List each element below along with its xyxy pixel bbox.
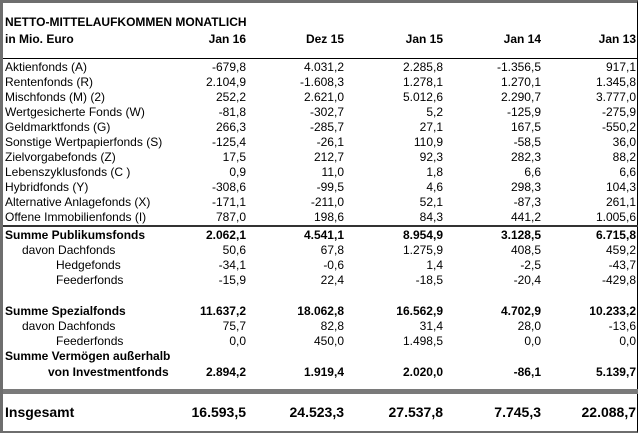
section-divider bbox=[3, 225, 638, 227]
table-row bbox=[4, 349, 634, 363]
table-row bbox=[4, 135, 634, 149]
row-label: Zielvorgabefonds (Z) bbox=[5, 150, 116, 164]
row-label: Geldmarktfonds (G) bbox=[5, 120, 111, 134]
col-header: Jan 16 bbox=[208, 32, 246, 46]
table-row bbox=[4, 228, 634, 242]
cell: 22.088,7 bbox=[581, 404, 636, 420]
cell: -18,5 bbox=[415, 273, 443, 287]
cell: 266,3 bbox=[215, 120, 246, 134]
cell: 18.062,8 bbox=[297, 304, 344, 318]
cell: -99,5 bbox=[316, 180, 344, 194]
cell: 1.919,4 bbox=[303, 365, 344, 379]
row-label: Summe Publikumsfonds bbox=[5, 228, 146, 242]
cell: -429,8 bbox=[601, 273, 636, 287]
cell: 2.020,0 bbox=[402, 365, 443, 379]
table-row bbox=[4, 334, 634, 348]
cell: 6.715,8 bbox=[595, 228, 636, 242]
cell: 3.777,0 bbox=[595, 90, 636, 104]
col-header: Jan 15 bbox=[405, 32, 443, 46]
cell: 4.031,2 bbox=[303, 60, 344, 74]
row-label: Wertgesicherte Fonds (W) bbox=[5, 105, 145, 119]
cell: -285,7 bbox=[309, 120, 344, 134]
cell: 1,4 bbox=[426, 258, 443, 272]
cell: 5,2 bbox=[426, 105, 443, 119]
table-row bbox=[4, 273, 634, 287]
row-label: Lebenszyklusfonds (C ) bbox=[5, 165, 131, 179]
cell: -550,2 bbox=[601, 120, 636, 134]
cell: 2.062,1 bbox=[205, 228, 246, 242]
cell: 282,3 bbox=[510, 150, 541, 164]
table-row bbox=[4, 60, 634, 74]
cell: -1.356,5 bbox=[496, 60, 541, 74]
cell: -125,9 bbox=[506, 105, 541, 119]
cell: 298,3 bbox=[510, 180, 541, 194]
table-row bbox=[4, 304, 634, 318]
cell: 6,6 bbox=[619, 165, 636, 179]
cell: 212,7 bbox=[313, 150, 344, 164]
cell: 50,6 bbox=[222, 243, 246, 257]
row-label: Feederfonds bbox=[56, 334, 124, 348]
cell: -15,9 bbox=[218, 273, 246, 287]
cell: 1.498,5 bbox=[402, 334, 443, 348]
table-row bbox=[4, 319, 634, 333]
col-header: Jan 13 bbox=[598, 32, 636, 46]
cell: -43,7 bbox=[608, 258, 636, 272]
row-label: von Investmentfonds bbox=[48, 365, 169, 379]
cell: 0,0 bbox=[524, 334, 541, 348]
cell: 11.637,2 bbox=[199, 304, 246, 318]
cell: 3.128,5 bbox=[500, 228, 541, 242]
cell: -211,0 bbox=[310, 195, 344, 209]
total-divider bbox=[3, 389, 638, 394]
cell: 0,9 bbox=[229, 165, 246, 179]
row-label: davon Dachfonds bbox=[22, 243, 116, 257]
cell: 1.275,9 bbox=[402, 243, 443, 257]
cell: 104,3 bbox=[605, 180, 636, 194]
table-row bbox=[4, 210, 634, 224]
cell: 4.702,9 bbox=[500, 304, 541, 318]
cell: -275,9 bbox=[601, 105, 636, 119]
cell: -86,1 bbox=[513, 365, 541, 379]
cell: 28,0 bbox=[517, 319, 541, 333]
cell: -0,6 bbox=[323, 258, 344, 272]
cell: -34,1 bbox=[218, 258, 246, 272]
cell: 67,8 bbox=[320, 243, 344, 257]
cell: 27,1 bbox=[419, 120, 443, 134]
row-label: Hybridfonds (Y) bbox=[5, 180, 89, 194]
unit-label: in Mio. Euro bbox=[5, 32, 74, 46]
table-row bbox=[4, 180, 634, 194]
cell: 5.139,7 bbox=[595, 365, 636, 379]
cell: 1.270,1 bbox=[500, 75, 541, 89]
cell: 7.745,3 bbox=[494, 404, 541, 420]
cell: 5.012,6 bbox=[402, 90, 443, 104]
row-label: Feederfonds bbox=[56, 273, 124, 287]
cell: 10.233,2 bbox=[589, 304, 636, 318]
cell: 4.541,1 bbox=[303, 228, 344, 242]
cell: 4,6 bbox=[426, 180, 443, 194]
cell: 82,8 bbox=[320, 319, 344, 333]
row-label: Hedgefonds bbox=[56, 258, 121, 272]
cell: 441,2 bbox=[510, 210, 541, 224]
cell: 1,8 bbox=[426, 165, 443, 179]
row-label: Mischfonds (M) (2) bbox=[5, 90, 106, 104]
cell: 8.954,9 bbox=[402, 228, 443, 242]
cell: 2.285,8 bbox=[402, 60, 443, 74]
cell: 2.621,0 bbox=[303, 90, 344, 104]
cell: 2.894,2 bbox=[205, 365, 246, 379]
cell: 27.537,8 bbox=[388, 404, 443, 420]
row-label: Aktienfonds (A) bbox=[5, 60, 88, 74]
row-label: Rentenfonds (R) bbox=[5, 75, 94, 89]
cell: 52,1 bbox=[419, 195, 443, 209]
cell: 2.104,9 bbox=[205, 75, 246, 89]
cell: 31,4 bbox=[419, 319, 443, 333]
cell: -308,6 bbox=[211, 180, 246, 194]
cell: 0,0 bbox=[619, 334, 636, 348]
cell: -171,1 bbox=[211, 195, 246, 209]
table-row bbox=[4, 75, 634, 89]
cell: 459,2 bbox=[605, 243, 636, 257]
row-label: Summe Spezialfonds bbox=[5, 304, 126, 318]
cell: 0,0 bbox=[229, 334, 246, 348]
cell: -81,8 bbox=[218, 105, 246, 119]
cell: 16.593,5 bbox=[191, 404, 246, 420]
row-label: Alternative Anlagefonds (X) bbox=[5, 195, 151, 209]
table-title: NETTO-MITTELAUFKOMMEN MONATLICH bbox=[5, 15, 247, 29]
cell: 917,1 bbox=[605, 60, 636, 74]
cell: -1.608,3 bbox=[299, 75, 344, 89]
cell: 16.562,9 bbox=[396, 304, 443, 318]
cell: 36,0 bbox=[612, 135, 636, 149]
table-row bbox=[4, 195, 634, 209]
row-label: Offene Immobilienfonds (I) bbox=[5, 210, 147, 224]
row-label: davon Dachfonds bbox=[22, 319, 116, 333]
table-row bbox=[4, 105, 634, 119]
cell: -2,5 bbox=[520, 258, 541, 272]
cell: 110,9 bbox=[413, 135, 443, 149]
table-row bbox=[4, 90, 634, 104]
table-row bbox=[4, 365, 634, 379]
cell: 1.345,8 bbox=[595, 75, 636, 89]
cell: 261,1 bbox=[605, 195, 636, 209]
cell: 22,4 bbox=[320, 273, 344, 287]
cell: 24.523,3 bbox=[289, 404, 344, 420]
cell: -58,5 bbox=[513, 135, 541, 149]
cell: -87,3 bbox=[513, 195, 541, 209]
row-label: Insgesamt bbox=[5, 404, 75, 420]
cell: -125,4 bbox=[211, 135, 246, 149]
col-header: Jan 14 bbox=[503, 32, 541, 46]
cell: 84,3 bbox=[419, 210, 443, 224]
row-label: Sonstige Wertpapierfonds (S) bbox=[5, 135, 163, 149]
cell: 17,5 bbox=[222, 150, 246, 164]
cell: -26,1 bbox=[316, 135, 344, 149]
table-row bbox=[4, 120, 634, 134]
cell: 1.005,6 bbox=[595, 210, 636, 224]
row-label: Summe Vermögen außerhalb bbox=[5, 349, 171, 363]
total-row bbox=[4, 403, 634, 421]
table-row bbox=[4, 258, 634, 272]
table-row bbox=[4, 243, 634, 257]
cell: 11,0 bbox=[321, 165, 344, 179]
cell: 787,0 bbox=[215, 210, 246, 224]
cell: 167,5 bbox=[510, 120, 541, 134]
cell: 92,3 bbox=[419, 150, 443, 164]
table-row bbox=[4, 165, 634, 179]
cell: 252,2 bbox=[215, 90, 246, 104]
cell: 1.278,1 bbox=[402, 75, 443, 89]
cell: -20,4 bbox=[513, 273, 541, 287]
cell: -13,6 bbox=[608, 319, 636, 333]
header-divider bbox=[3, 58, 638, 59]
cell: 198,6 bbox=[313, 210, 344, 224]
cell: 408,5 bbox=[510, 243, 541, 257]
cell: 75,7 bbox=[222, 319, 246, 333]
table-row bbox=[4, 150, 634, 164]
cell: 6,6 bbox=[524, 165, 541, 179]
cell: -679,8 bbox=[211, 60, 246, 74]
cell: 2.290,7 bbox=[500, 90, 541, 104]
col-header: Dez 15 bbox=[305, 32, 344, 46]
cell: 450,0 bbox=[313, 334, 344, 348]
cell: -302,7 bbox=[309, 105, 344, 119]
cell: 88,2 bbox=[612, 150, 636, 164]
